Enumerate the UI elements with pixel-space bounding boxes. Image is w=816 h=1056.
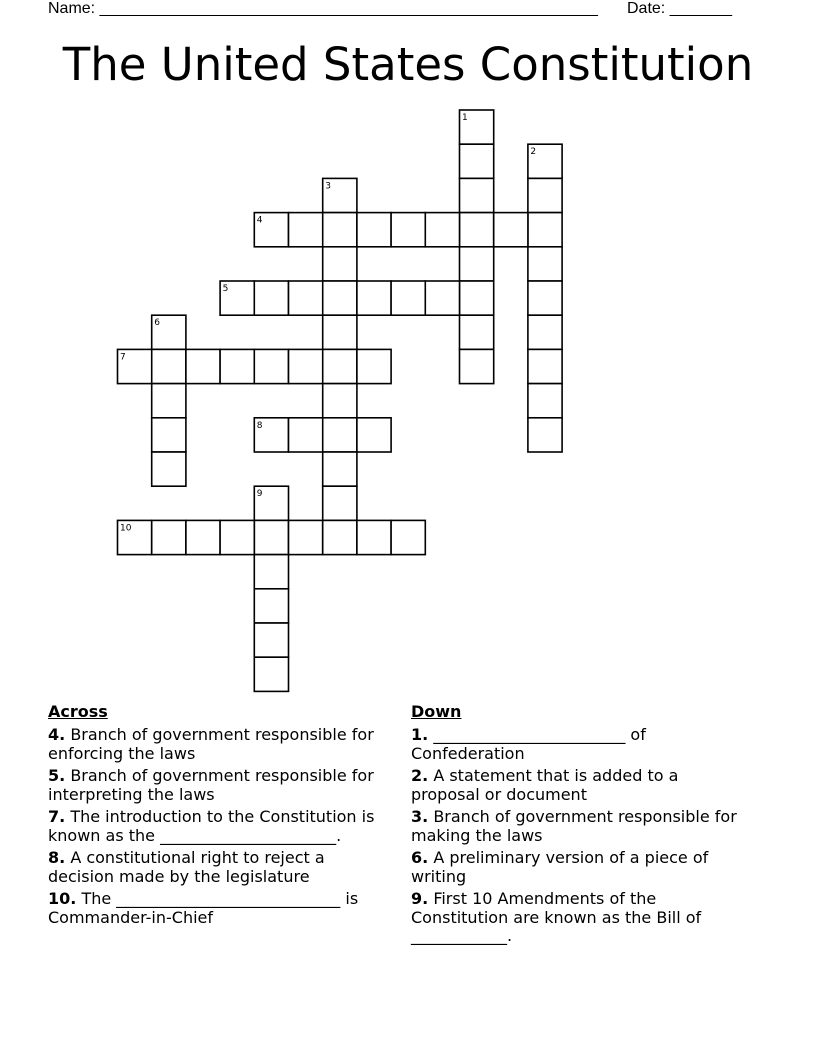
grid-cell[interactable] (528, 281, 562, 315)
grid-cell[interactable] (528, 349, 562, 383)
clue-number: 4. (48, 725, 66, 744)
grid-cell[interactable] (323, 452, 357, 486)
grid-cell[interactable] (254, 281, 288, 315)
grid-cell[interactable] (357, 281, 391, 315)
clue-number: 9. (411, 889, 429, 908)
down-clue (411, 767, 751, 804)
grid-cell[interactable] (289, 349, 323, 383)
cell-number: 6 (154, 318, 160, 329)
grid-cell[interactable] (391, 520, 425, 554)
grid-cell[interactable] (391, 213, 425, 247)
cell-number: 4 (256, 215, 263, 226)
grid-cell[interactable] (460, 247, 494, 281)
grid-cell[interactable] (254, 657, 288, 691)
grid-cell[interactable] (528, 384, 562, 418)
grid-cell[interactable] (357, 349, 391, 383)
clue-text: A statement that is added to a proposal or document (411, 766, 679, 804)
grid-cell[interactable] (494, 213, 528, 247)
grid-cell[interactable] (357, 520, 391, 554)
across-clue (48, 726, 394, 763)
grid-cell[interactable] (152, 384, 186, 418)
grid-cell[interactable] (460, 178, 494, 212)
grid-cell[interactable] (152, 418, 186, 452)
clue-number: 6. (411, 848, 429, 867)
grid-cell[interactable] (254, 623, 288, 657)
name-field[interactable]: Name: ________________________________________________________ (48, 0, 598, 17)
grid-cell[interactable] (323, 418, 357, 452)
clue-number: 10. (48, 889, 77, 908)
cell-number: 3 (325, 181, 331, 192)
grid-cell[interactable] (460, 144, 494, 178)
grid-cell[interactable] (323, 384, 357, 418)
down-heading: Down (411, 702, 462, 721)
grid-cell[interactable] (460, 281, 494, 315)
date-field[interactable]: Date: _______ (627, 0, 732, 17)
cell-number: 2 (530, 147, 537, 158)
clue-number: 2. (411, 766, 429, 785)
grid-cell[interactable] (528, 418, 562, 452)
clue-number: 7. (48, 807, 66, 826)
grid-cell[interactable] (357, 418, 391, 452)
grid-cell[interactable] (425, 281, 459, 315)
grid-cell[interactable] (152, 452, 186, 486)
clue-text: First 10 Amendments of the Constitution are known as the Bill of ____________. (411, 889, 702, 945)
page-title: The United States Constitution (62, 38, 754, 91)
grid-cell[interactable] (289, 520, 323, 554)
clue-number: 5. (48, 766, 66, 785)
grid-cell[interactable] (254, 555, 288, 589)
clue-number: 8. (48, 848, 66, 867)
clue-text: Branch of government responsible for making the laws (411, 807, 737, 845)
cell-number: 8 (256, 420, 263, 431)
grid-cell[interactable] (254, 589, 288, 623)
down-clue (411, 849, 751, 886)
grid-cell[interactable] (323, 213, 357, 247)
grid-cell[interactable] (323, 520, 357, 554)
grid-cell[interactable] (220, 520, 254, 554)
clue-text: A preliminary version of a piece of writing (411, 848, 709, 886)
grid-cell[interactable] (528, 247, 562, 281)
cell-number: 5 (222, 284, 229, 294)
grid-cell[interactable] (152, 520, 186, 554)
grid-cell[interactable] (289, 418, 323, 452)
cell-number: 9 (256, 489, 263, 500)
down-clues (411, 702, 751, 950)
across-clue (48, 890, 394, 927)
across-clue (48, 808, 394, 845)
clue-text: Branch of government responsible for enforcing the laws (48, 725, 374, 763)
grid-cell[interactable] (323, 486, 357, 520)
grid-cell[interactable] (254, 520, 288, 554)
grid-cell[interactable] (220, 349, 254, 383)
clue-text: Branch of government responsible for interpreting the laws (48, 766, 374, 804)
grid-cell[interactable] (186, 520, 220, 554)
grid-cell[interactable] (323, 247, 357, 281)
grid-cell[interactable] (460, 213, 494, 247)
cell-number: 7 (120, 352, 126, 363)
clue-number: 3. (411, 807, 429, 826)
grid-cell[interactable] (391, 281, 425, 315)
clue-number: 1. (411, 725, 429, 744)
grid-cell[interactable] (323, 281, 357, 315)
grid-cell[interactable] (323, 349, 357, 383)
cell-number: 1 (462, 113, 468, 123)
across-clue (48, 849, 394, 886)
grid-cell[interactable] (186, 349, 220, 383)
grid-cell[interactable] (254, 349, 288, 383)
grid-cell[interactable] (460, 349, 494, 383)
grid-cell[interactable] (357, 213, 391, 247)
grid-cell[interactable] (289, 281, 323, 315)
clue-text: ________________________ of Confederation (411, 725, 646, 763)
grid-cell[interactable] (528, 315, 562, 349)
clue-text: The introduction to the Constitution is known as the ______________________. (48, 807, 375, 845)
cell-number: 10 (120, 523, 132, 534)
down-clue (411, 726, 751, 763)
across-clue (48, 767, 394, 804)
grid-cell[interactable] (425, 213, 459, 247)
clue-text: The ____________________________ is Commander-in-Chief (48, 889, 359, 927)
grid-cell[interactable] (152, 349, 186, 383)
across-heading: Across (48, 702, 108, 721)
grid-cell[interactable] (528, 178, 562, 212)
down-clue (411, 808, 751, 845)
clue-text: A constitutional right to reject a decision made by the legislature (48, 848, 325, 886)
across-clues (48, 702, 394, 931)
grid-cell[interactable] (528, 213, 562, 247)
grid-cell[interactable] (460, 315, 494, 349)
grid-cell[interactable] (323, 315, 357, 349)
down-clue (411, 890, 751, 946)
grid-cell[interactable] (289, 213, 323, 247)
